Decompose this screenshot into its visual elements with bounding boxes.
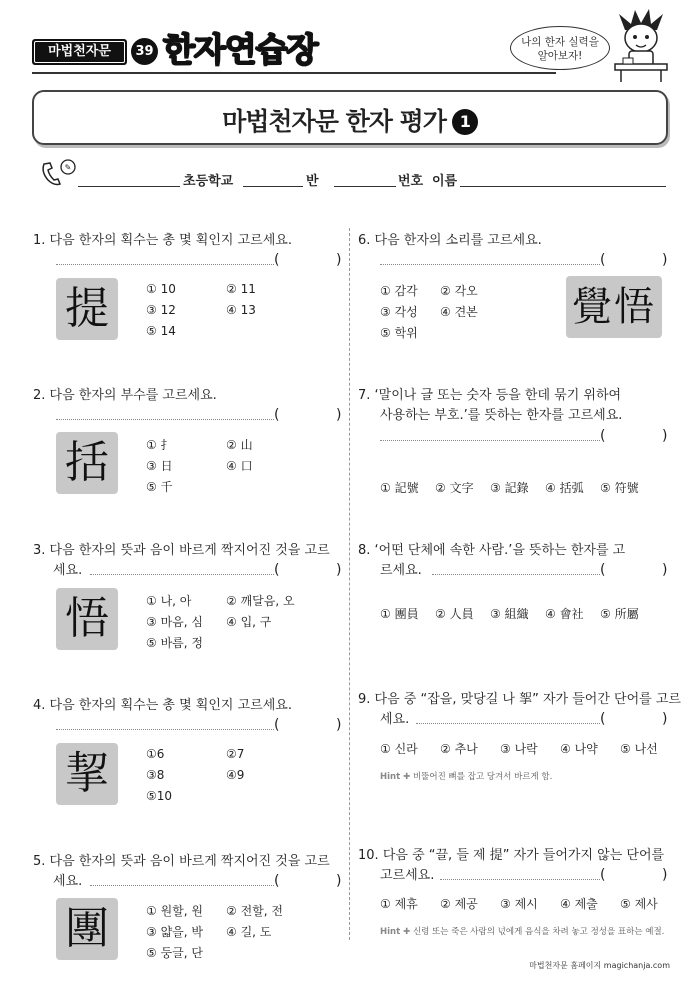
- question-text-line-2: 고르세요.: [380, 868, 435, 883]
- paren-open: (: [274, 717, 280, 733]
- question-text-line-1: 다음 한자의 뜻과 음이 바르게 짝지어진 것을 고르: [49, 854, 330, 869]
- name-field[interactable]: [460, 186, 666, 187]
- option-3[interactable]: ③ 組織: [490, 607, 529, 621]
- answer-blank-10[interactable]: [440, 867, 670, 887]
- hanja-box: 括: [56, 432, 118, 494]
- option-5[interactable]: ⑤ 符號: [600, 481, 639, 495]
- option-2[interactable]: ② 人員: [435, 607, 474, 621]
- question-5: [33, 852, 330, 871]
- option-4[interactable]: ④ 길, 도: [226, 925, 272, 939]
- option-4[interactable]: ④ 括弧: [545, 481, 584, 495]
- paren-open: (: [600, 428, 606, 444]
- question-text: 다음 한자의 획수는 총 몇 획인지 고르세요.: [49, 698, 292, 713]
- dotted-line: [380, 264, 600, 265]
- hint-10: [380, 925, 664, 937]
- series-number: 39: [131, 38, 158, 65]
- option-2[interactable]: ② 각오: [440, 284, 478, 298]
- phone-icon: [38, 158, 80, 188]
- question-text-line-1: 다음 중 “잡을, 맞당길 나 挐” 자가 들어간 단어를 고르: [374, 692, 681, 707]
- question-text-line-2: 르세요.: [380, 563, 422, 578]
- question-text-line-2: 세요.: [53, 563, 83, 578]
- question-text-line-2: 세요.: [53, 874, 83, 889]
- option-4[interactable]: ④ 13: [226, 303, 256, 317]
- question-number: 5.: [33, 854, 46, 869]
- question-number: 9.: [358, 692, 371, 707]
- question-5-continued: [53, 872, 82, 891]
- school-label: 초등학교: [183, 174, 234, 189]
- option-1[interactable]: ① 원할, 원: [146, 904, 203, 918]
- paren-close: ): [662, 711, 668, 727]
- option-1[interactable]: ① 감각: [380, 284, 418, 298]
- dotted-line: [56, 419, 274, 420]
- answer-blank-6[interactable]: [380, 252, 670, 272]
- option-4[interactable]: ④ 나약: [560, 742, 598, 756]
- paren-open: (: [274, 562, 280, 578]
- option-4[interactable]: ④ 會社: [545, 607, 584, 621]
- hanja-box: 提: [56, 278, 118, 340]
- question-number: 4.: [33, 698, 46, 713]
- question-number: 6.: [358, 233, 371, 248]
- hanja-box: 挈: [56, 743, 118, 805]
- option-4[interactable]: ④9: [226, 768, 245, 782]
- question-7: [358, 386, 621, 405]
- option-2[interactable]: ② 전할, 전: [226, 904, 283, 918]
- paren-open: (: [600, 252, 606, 268]
- option-4[interactable]: ④ 견본: [440, 305, 478, 319]
- question-text-line-1: 다음 중 “끌, 들 제 提” 자가 들어가지 않는 단어를: [382, 848, 665, 863]
- question-number: 7.: [358, 388, 371, 403]
- question-text: 다음 한자의 획수는 총 몇 획인지 고르세요.: [49, 233, 292, 248]
- answer-blank-4[interactable]: [56, 717, 342, 737]
- series-title: 한자연습장: [163, 30, 318, 69]
- option-4[interactable]: ④ 제출: [560, 897, 598, 911]
- dotted-line: [440, 879, 600, 880]
- paren-open: (: [274, 252, 280, 268]
- question-7-continued: [380, 406, 622, 425]
- paren-close: ): [336, 717, 342, 733]
- answer-blank-3[interactable]: [90, 562, 342, 582]
- answer-blank-5[interactable]: [90, 873, 342, 893]
- option-2[interactable]: ②7: [226, 747, 245, 761]
- bubble-line-2: 알아보자!: [537, 50, 583, 62]
- option-3[interactable]: ③ 日: [146, 459, 173, 473]
- dotted-line: [90, 574, 274, 575]
- question-3-continued: [53, 561, 82, 580]
- svg-text:✎: ✎: [64, 163, 72, 172]
- column-divider: [349, 228, 350, 940]
- option-1[interactable]: ①6: [146, 747, 165, 761]
- option-5[interactable]: ⑤ 학위: [380, 326, 418, 340]
- page-title-number: 1: [452, 109, 478, 135]
- page-title-text: 마법천자문 한자 평가: [222, 107, 446, 136]
- option-3[interactable]: ③ 記錄: [490, 481, 529, 495]
- option-1[interactable]: ① 扌: [146, 438, 173, 452]
- option-2[interactable]: ② 깨달음, 오: [226, 594, 295, 608]
- footer-credit: 마법천자문 홈페이지 magichanja.com: [529, 961, 670, 970]
- question-9: [358, 690, 681, 709]
- option-5[interactable]: ⑤ 둥글, 단: [146, 946, 203, 960]
- option-2[interactable]: ② 文字: [435, 481, 474, 495]
- option-2[interactable]: ② 11: [226, 282, 256, 296]
- option-5[interactable]: ⑤ 所屬: [600, 607, 639, 621]
- hint-9: [380, 770, 552, 782]
- hanja-box: 悟: [56, 588, 118, 650]
- question-number: 10.: [358, 848, 379, 863]
- paren-close: ): [662, 428, 668, 444]
- question-4: [33, 696, 292, 715]
- dotted-line: [56, 729, 274, 730]
- paren-open: (: [600, 711, 606, 727]
- question-2: [33, 386, 217, 405]
- dotted-line: [416, 723, 600, 724]
- question-text-line-1: ‘말이나 글 또는 숫자 등을 한데 묶기 위하여: [374, 388, 622, 403]
- option-3[interactable]: ③ 각성: [380, 305, 418, 319]
- school-field[interactable]: [78, 186, 180, 187]
- option-1[interactable]: ① 10: [146, 282, 176, 296]
- series-badge: [32, 39, 127, 65]
- option-4[interactable]: ④ 口: [226, 459, 253, 473]
- question-6: [358, 231, 542, 250]
- hint-label: Hint ✚: [380, 927, 411, 937]
- option-3[interactable]: ③ 제시: [500, 897, 538, 911]
- page-title: [34, 102, 666, 138]
- option-1[interactable]: ① 團員: [380, 607, 419, 621]
- mascot-icon: [605, 8, 677, 83]
- speech-bubble: [510, 26, 610, 70]
- paren-close: ): [336, 252, 342, 268]
- header-rule: [32, 72, 556, 74]
- option-3[interactable]: ③ 12: [146, 303, 176, 317]
- dotted-line: [90, 885, 274, 886]
- paren-open: (: [274, 873, 280, 889]
- option-3[interactable]: ③8: [146, 768, 165, 782]
- option-2[interactable]: ② 제공: [440, 897, 478, 911]
- paren-open: (: [274, 407, 280, 423]
- series-label: 마법천자문: [34, 41, 125, 63]
- question-text: 다음 한자의 소리를 고르세요.: [374, 233, 542, 248]
- paren-close: ): [336, 562, 342, 578]
- hanja-box: 團: [56, 898, 118, 960]
- paren-open: (: [600, 562, 606, 578]
- answer-blank-9[interactable]: [416, 711, 670, 731]
- option-5[interactable]: ⑤ 나선: [620, 742, 658, 756]
- paren-close: ): [662, 252, 668, 268]
- option-3[interactable]: ③ 얇을, 박: [146, 925, 203, 939]
- question-10: [358, 846, 664, 865]
- dotted-line: [380, 440, 600, 441]
- option-1[interactable]: ① 나, 아: [146, 594, 192, 608]
- question-9-continued: [380, 710, 409, 729]
- question-text-line-2: 사용하는 부호.’를 뜻하는 한자를 고르세요.: [380, 408, 623, 423]
- hanja-box: 覺悟: [566, 276, 662, 338]
- name-label: 이름: [432, 174, 458, 189]
- number-field[interactable]: [334, 186, 396, 187]
- option-2[interactable]: ② 추나: [440, 742, 478, 756]
- option-5[interactable]: ⑤ 제사: [620, 897, 658, 911]
- option-5[interactable]: ⑤ 千: [146, 480, 173, 494]
- dotted-line: [432, 574, 600, 575]
- question-8-continued: [380, 561, 422, 580]
- class-field[interactable]: [243, 186, 303, 187]
- number-label: 번호: [398, 174, 424, 189]
- question-text-line-2: 세요.: [380, 712, 410, 727]
- option-5[interactable]: ⑤ 바름, 정: [146, 636, 203, 650]
- question-1: [33, 231, 292, 250]
- question-8: [358, 541, 625, 560]
- question-text-line-1: ‘어떤 단체에 속한 사람.’을 뜻하는 한자를 고: [374, 543, 626, 558]
- question-text: 다음 한자의 부수를 고르세요.: [49, 388, 217, 403]
- question-3: [33, 541, 330, 560]
- answer-blank-7[interactable]: [380, 428, 670, 448]
- dotted-line: [56, 264, 274, 265]
- paren-open: (: [600, 867, 606, 883]
- hint-label: Hint ✚: [380, 772, 411, 782]
- question-10-continued: [380, 866, 434, 885]
- paren-close: ): [336, 407, 342, 423]
- question-number: 8.: [358, 543, 371, 558]
- paren-close: ): [662, 867, 668, 883]
- paren-close: ): [336, 873, 342, 889]
- bubble-line-1: 나의 한자 실력을: [521, 36, 599, 48]
- option-1[interactable]: ① 記號: [380, 481, 419, 495]
- answer-blank-1[interactable]: [56, 252, 342, 272]
- option-3[interactable]: ③ 마음, 심: [146, 615, 203, 629]
- answer-blank-2[interactable]: [56, 407, 342, 427]
- class-label: 반: [306, 174, 319, 189]
- paren-close: ): [662, 562, 668, 578]
- answer-blank-8[interactable]: [432, 562, 670, 582]
- hint-text: 비뚤어진 뼈를 잡고 당겨서 바르게 함.: [412, 772, 553, 782]
- option-2[interactable]: ② 山: [226, 438, 253, 452]
- question-text-line-1: 다음 한자의 뜻과 음이 바르게 짝지어진 것을 고르: [49, 543, 330, 558]
- option-1[interactable]: ① 신라: [380, 742, 418, 756]
- question-number: 3.: [33, 543, 46, 558]
- option-1[interactable]: ① 제휴: [380, 897, 418, 911]
- title-box: [32, 90, 668, 145]
- hint-text: 신령 또는 죽은 사람의 넋에게 음식을 차려 놓고 정성을 표하는 예절.: [412, 927, 665, 937]
- option-4[interactable]: ④ 입, 구: [226, 615, 272, 629]
- option-5[interactable]: ⑤ 14: [146, 324, 176, 338]
- option-3[interactable]: ③ 나락: [500, 742, 538, 756]
- option-5[interactable]: ⑤10: [146, 789, 173, 803]
- question-number: 1.: [33, 233, 46, 248]
- question-number: 2.: [33, 388, 46, 403]
